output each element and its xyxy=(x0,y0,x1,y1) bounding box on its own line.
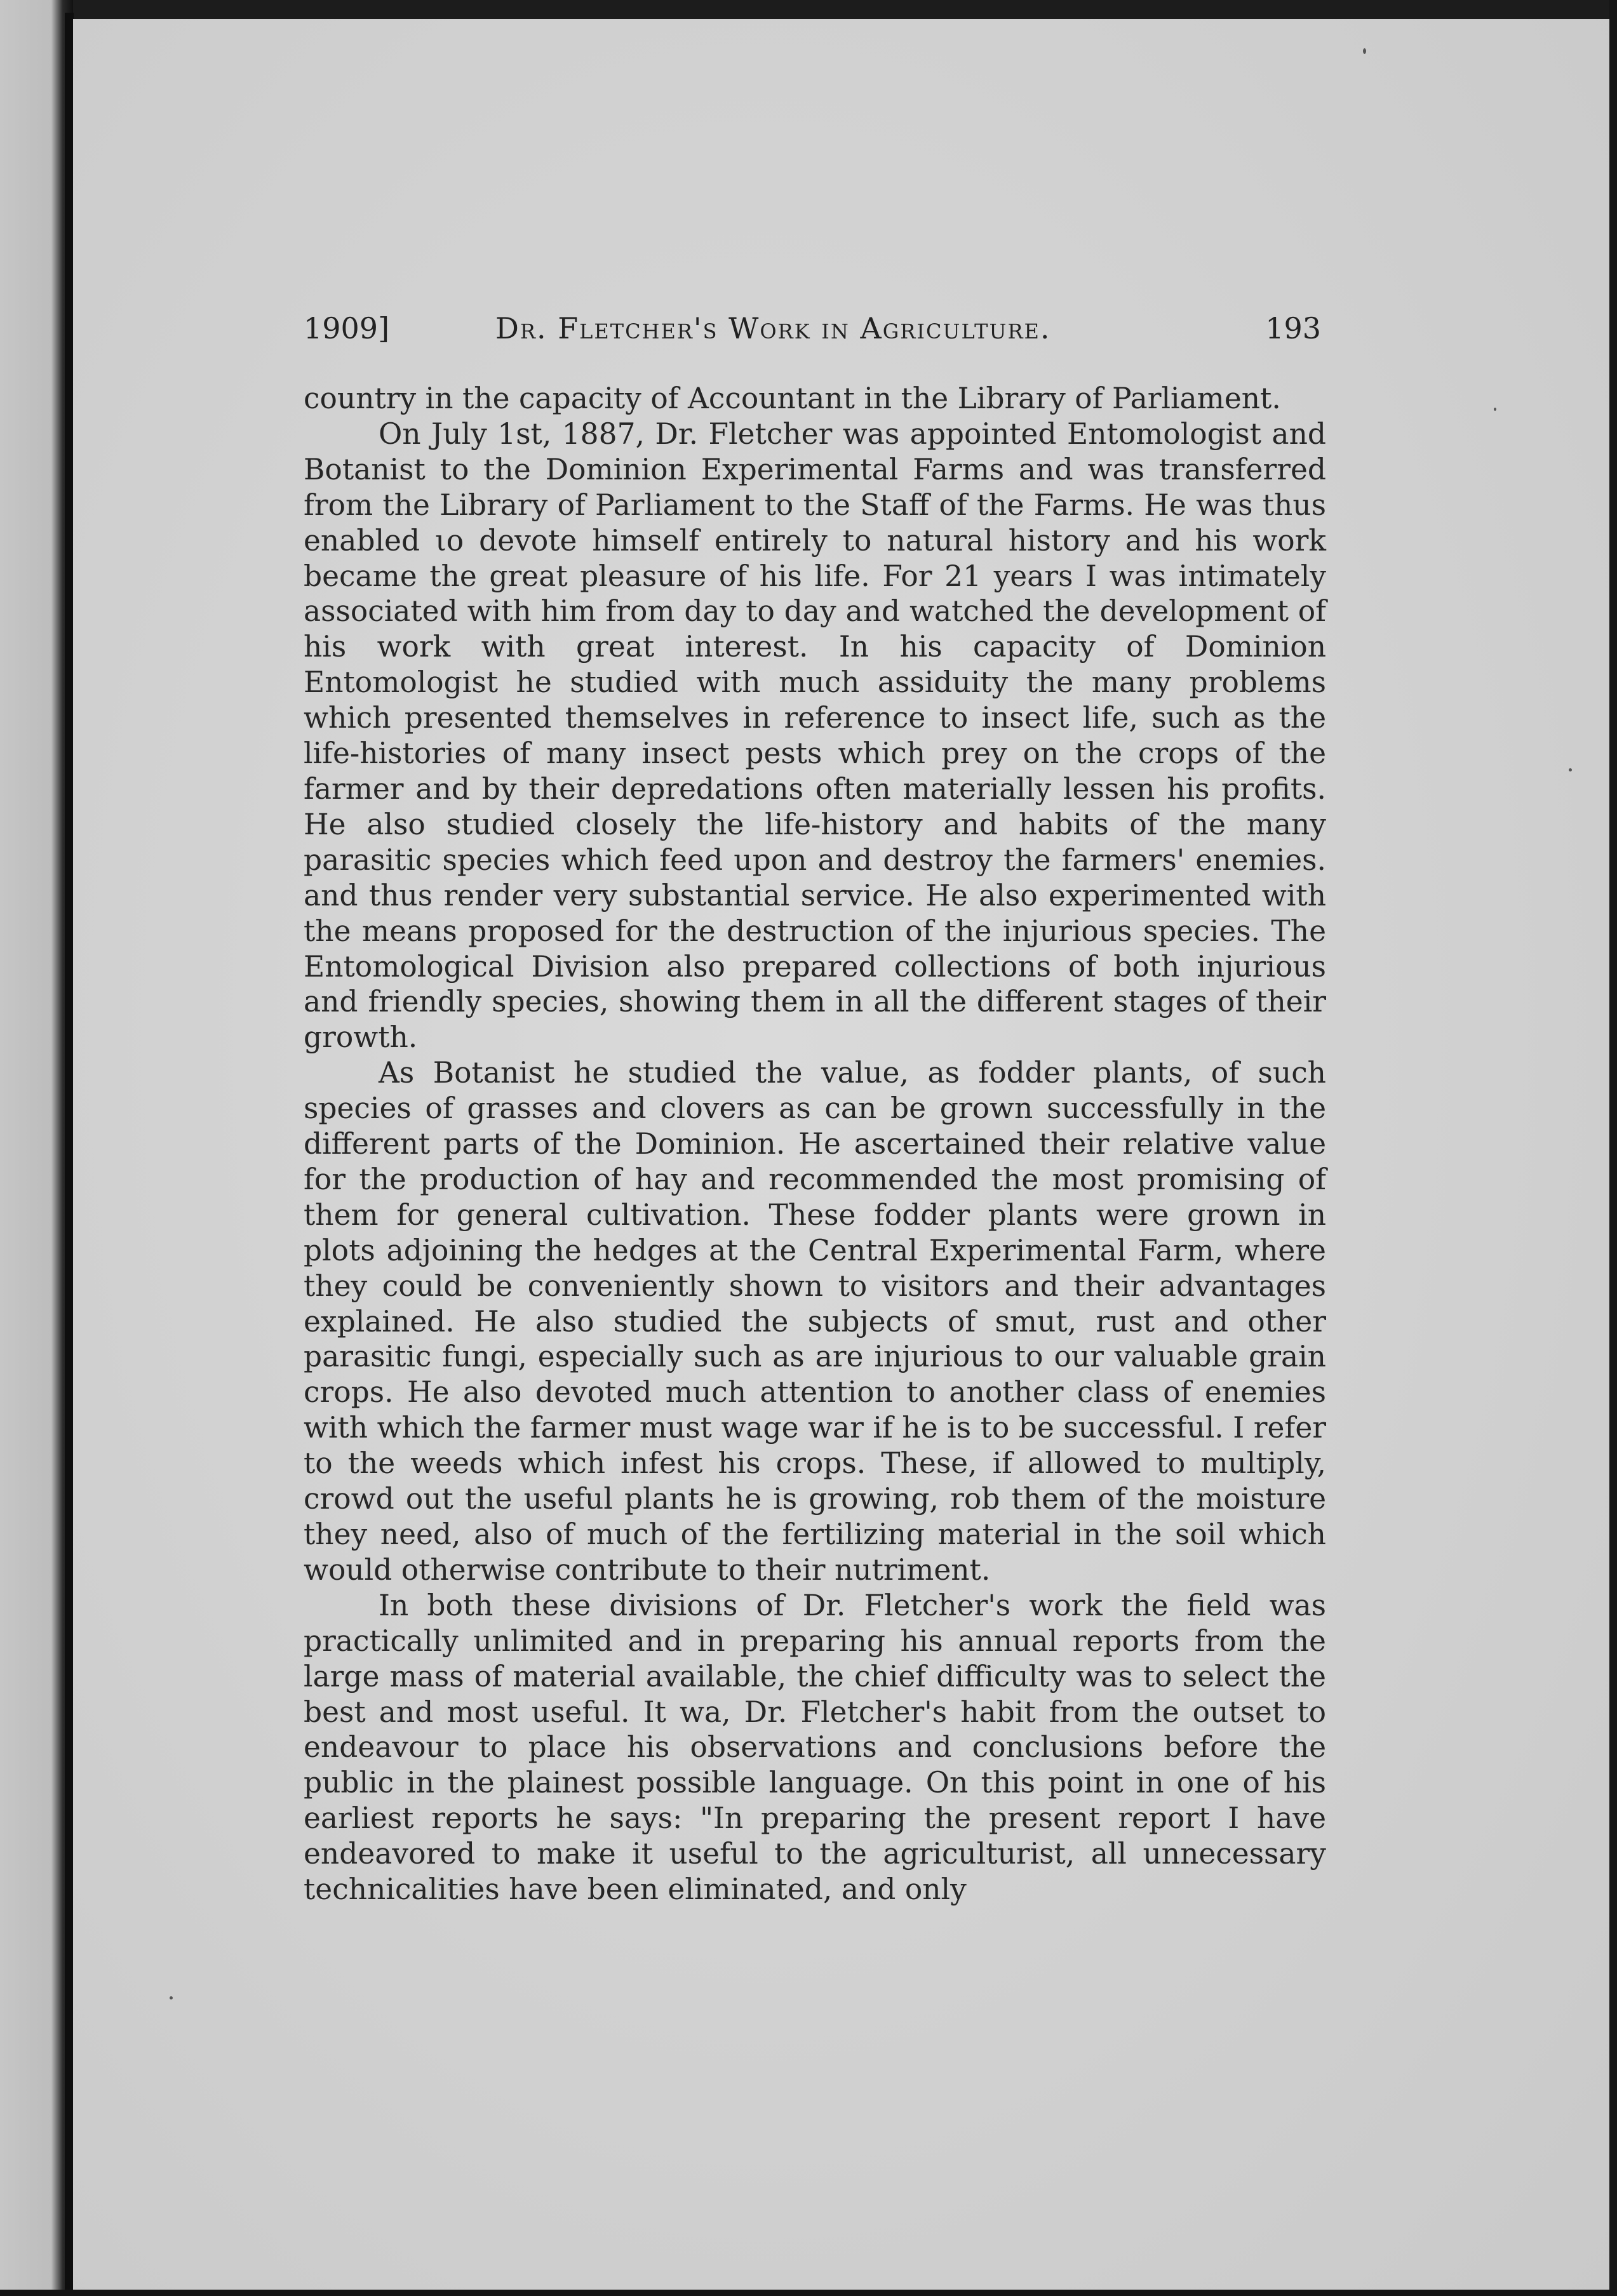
running-header xyxy=(304,311,1321,356)
scan-border-bottom xyxy=(0,2290,1617,2296)
paragraph-continued: country in the capacity of Accountant in the Library of Parliament. xyxy=(304,382,1281,415)
paragraph: As Botanist he studied the value, as fodder plants, of such species of grasses and clovers as can be grown successfully in the different parts of the Dominion. He ascertained their relative value for the production of hay and recommended the most promising of them for general cultivation. These fodder plants were grown in plots adjoining the hedges at the Central Experimental Farm, where they could be conveniently shown to visitors and their advantages explained. He also studied the subjects of smut, rust and other parasitic fungi, especially such as are injurious to our valuable grain crops. He also devoted much attention to another class of enemies with which the farmer must wage war if he is to be successful. I refer to the weeds which infest his crops. These, if allowed to multiply, crowd out the useful plants he is growing, rob them of the moisture they need, also of much of the fertilizing material in the soil which would otherwise contribute to their nutriment. xyxy=(304,1056,1326,1587)
book-spine-shadow xyxy=(65,13,74,2296)
page-number: 193 xyxy=(1265,311,1321,345)
running-title: Dr. Fletcher's Work in Agriculture. xyxy=(495,311,1051,345)
dust-speck xyxy=(1569,768,1572,771)
dust-speck xyxy=(1494,408,1496,411)
body-text xyxy=(304,381,1326,1907)
header-year: 1909] xyxy=(304,311,390,345)
paragraph: On July 1st, 1887, Dr. Fletcher was appointed Entomologist and Botanist to the Dominion Experimental Farms and was transferred from the Library of Parliament to the Staff of the Farms. He was thus enabled ιo devote himself entirely to natural history and his work became the great pleasure of his life. For 21 years I was intimately associated with him from day to day and watched the development of his work with great interest. In his capacity of Dominion Entomologist he studied with much assiduity the many problems which presented themselves in reference to insect life, such as the life-histories of many insect pests which prey on the crops of the farmer and by their depredations often materially lessen his profits. He also studied closely the life-history and habits of the many parasitic species which feed upon and destroy the farmers' enemies. and thus render very substantial service. He also experimented with the means proposed for the destruction of the injurious species. The Entomological Division also prepared collections of both injurious and friendly species, showing them in all the different stages of their growth. xyxy=(304,417,1326,1055)
dust-speck xyxy=(1363,48,1366,54)
scan-border-right xyxy=(1609,0,1617,2296)
facing-page-edge xyxy=(0,0,73,2296)
paragraph: In both these divisions of Dr. Fletcher's work the field was practically unlimited and in preparing his annual reports from the large mass of material available, the chief difficulty was to select the best and most useful. It wa, Dr. Fletcher's habit from the outset to endeavour to place his observations and conclusions before the public in the plainest possible language. On this point in one of his earliest reports he says: "In preparing the present report I have endeavored to make it useful to the agriculturist, all unnecessary technicalities have been eliminated, and only xyxy=(304,1588,1326,1907)
dust-speck xyxy=(170,1996,173,1999)
